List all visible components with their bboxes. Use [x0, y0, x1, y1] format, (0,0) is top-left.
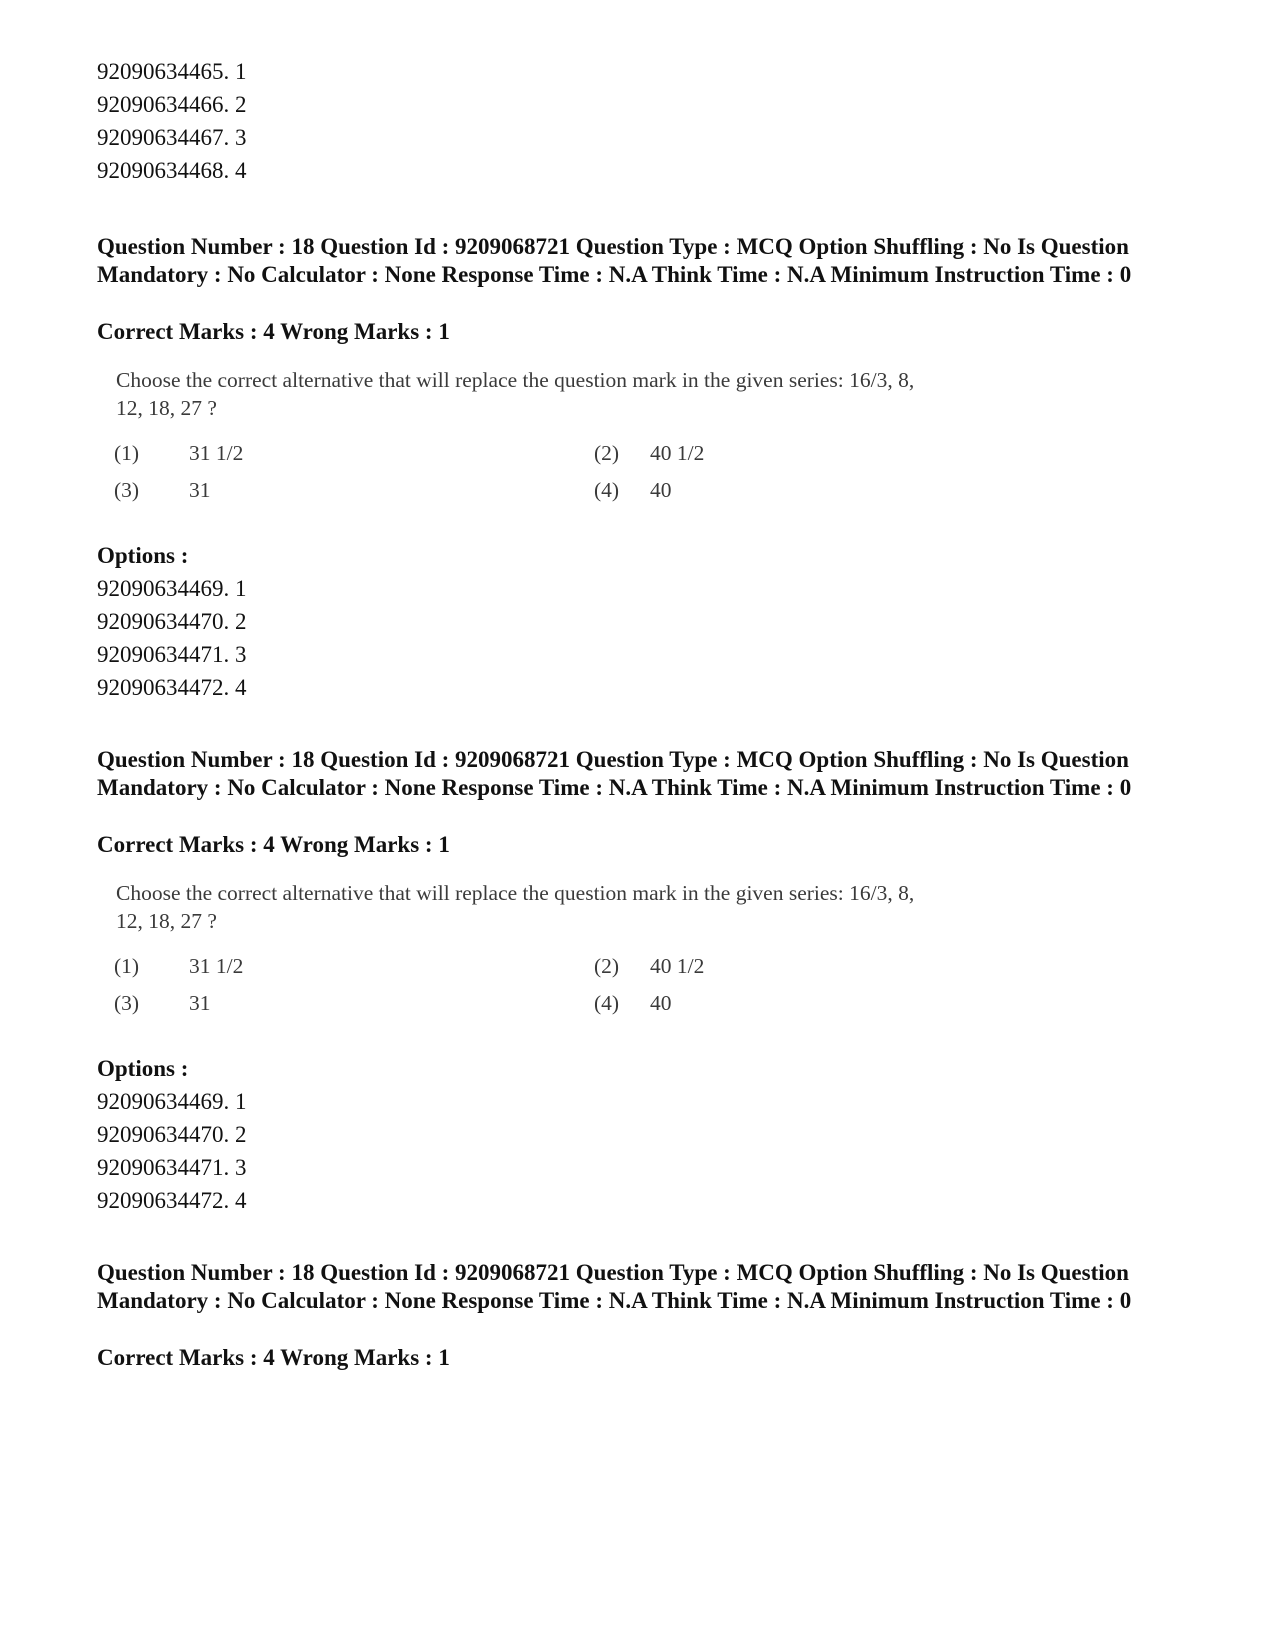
choice-number: (3) [114, 478, 140, 502]
question-text [116, 879, 1116, 935]
option-line: 92090634469. 1 [97, 1089, 247, 1114]
option-line: 92090634468. 4 [97, 158, 247, 183]
choice-2 [594, 953, 704, 979]
choice-text: 40 1/2 [650, 441, 705, 465]
choice-number: (4) [594, 991, 620, 1015]
marks-line: Correct Marks : 4 Wrong Marks : 1 [97, 319, 450, 344]
marks-line: Correct Marks : 4 Wrong Marks : 1 [97, 1345, 450, 1370]
option-line: 92090634465. 1 [97, 59, 247, 84]
question-text-line: 12, 18, 27 ? [116, 396, 217, 420]
choice-text: 40 [650, 991, 672, 1015]
question-image [112, 879, 1122, 1029]
question-header: Question Number : 18 Question Id : 9209068721 Question Type : MCQ Option Shuffling : No Is Question Mandatory : No Calculator : None Response Time : N.A Think Time : N.A Minimum Instruction Time : 0 [97, 234, 1132, 287]
question-header: Question Number : 18 Question Id : 9209068721 Question Type : MCQ Option Shuffling : No Is Question Mandatory : No Calculator : None Response Time : N.A Think Time : N.A Minimum Instruction Time : 0 [97, 747, 1132, 800]
option-line: 92090634470. 2 [97, 609, 247, 634]
choice-number: (4) [594, 478, 620, 502]
question-text-line: 12, 18, 27 ? [116, 909, 217, 933]
option-line: 92090634467. 3 [97, 125, 247, 150]
choice-2 [594, 440, 704, 466]
options-label: Options : [97, 543, 189, 568]
choice-3 [114, 990, 211, 1016]
choice-1 [114, 953, 243, 979]
question-text [116, 366, 1116, 422]
option-line: 92090634472. 4 [97, 1188, 247, 1213]
option-line: 92090634470. 2 [97, 1122, 247, 1147]
choice-4 [594, 477, 672, 503]
option-line: 92090634469. 1 [97, 576, 247, 601]
question-image [112, 366, 1122, 516]
option-line: 92090634466. 2 [97, 92, 247, 117]
option-line: 92090634471. 3 [97, 642, 247, 667]
choice-number: (1) [114, 954, 140, 978]
choice-text: 31 [189, 478, 211, 502]
choice-number: (1) [114, 441, 140, 465]
question-header: Question Number : 18 Question Id : 9209068721 Question Type : MCQ Option Shuffling : No Is Question Mandatory : No Calculator : None Response Time : N.A Think Time : N.A Minimum Instruction Time : 0 [97, 1260, 1132, 1313]
choice-text: 31 1/2 [189, 954, 244, 978]
choice-number: (2) [594, 441, 620, 465]
options-label: Options : [97, 1056, 189, 1081]
question-text-line: Choose the correct alternative that will replace the question mark in the given series: 16/3, 8, [116, 881, 915, 905]
choice-text: 40 [650, 478, 672, 502]
choice-1 [114, 440, 243, 466]
option-line: 92090634471. 3 [97, 1155, 247, 1180]
choice-text: 40 1/2 [650, 954, 705, 978]
option-line: 92090634472. 4 [97, 675, 247, 700]
choice-text: 31 [189, 991, 211, 1015]
choice-3 [114, 477, 211, 503]
marks-line: Correct Marks : 4 Wrong Marks : 1 [97, 832, 450, 857]
choice-4 [594, 990, 672, 1016]
choice-number: (3) [114, 991, 140, 1015]
choice-text: 31 1/2 [189, 441, 244, 465]
question-text-line: Choose the correct alternative that will replace the question mark in the given series: 16/3, 8, [116, 368, 915, 392]
choice-number: (2) [594, 954, 620, 978]
